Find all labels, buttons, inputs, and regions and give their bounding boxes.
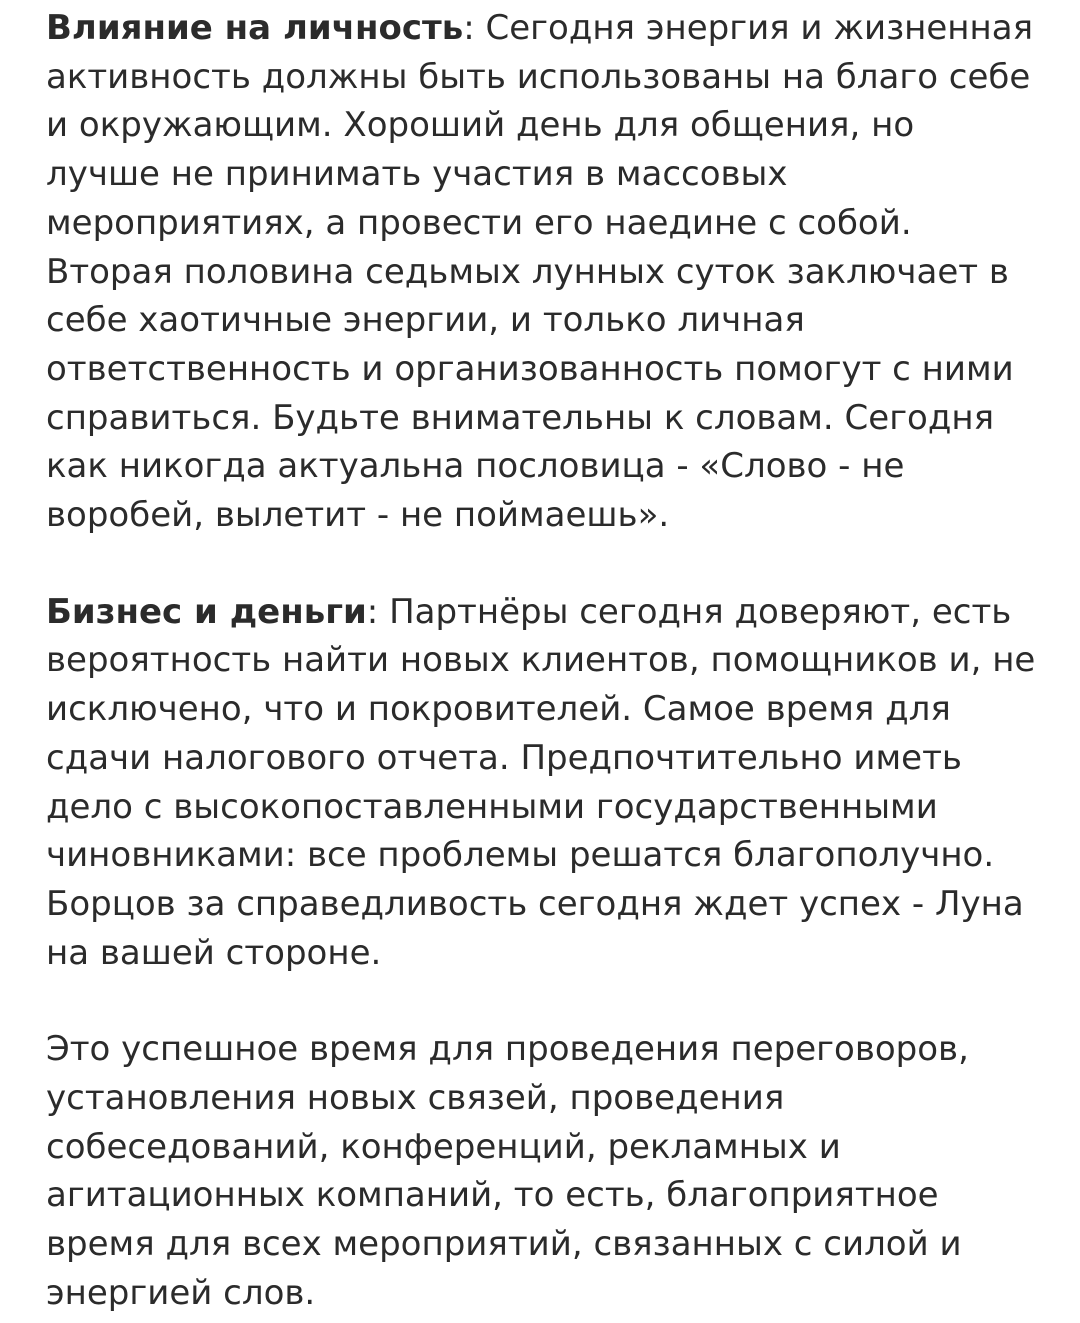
- business-text: Партнёры сегодня доверяют, есть вероятность найти новых клиентов, помощников и, не исключено, что и покровителей. Самое время для сдачи налогового отчета. Предпочтительно иметь дело с высокопоставленными государственными чиновниками: все проблемы решатся благополучно. Борцов за справедливость сегодня ждет успех - Луна на вашей стороне.: [46, 591, 1036, 973]
- business-separator: :: [366, 591, 390, 632]
- personality-label: Влияние на личность: [46, 8, 464, 48]
- closing-text: Это успешное время для проведения переговоров, установления новых связей, проведения собеседований, конференций, рекламных и агитационных компаний, то есть, благоприятное время для всех мероприятий, связанных с силой и энергией слов.: [46, 1029, 969, 1313]
- business-label: Бизнес и деньги: [46, 591, 367, 632]
- personality-text: Сегодня энергия и жизненная активность должны быть использованы на благо себе и окружающим. Хороший день для общения, но лучше не принимать участия в массовых мероприятиях, а провести его наедине с собой. Вторая половина седьмых лунных суток заключает в себе хаотичные энергии, и только личная ответственность и организованность помогут с ними справиться. Будьте внимательны к словам. Сегодня как никогда актуальна пословица - «Слово - не воробей, вылетит - не поймаешь».: [46, 8, 1034, 536]
- personality-paragraph: [46, 4, 1036, 540]
- business-paragraph: [46, 588, 1036, 978]
- personality-separator: :: [463, 8, 486, 48]
- closing-paragraph: [46, 1025, 1036, 1317]
